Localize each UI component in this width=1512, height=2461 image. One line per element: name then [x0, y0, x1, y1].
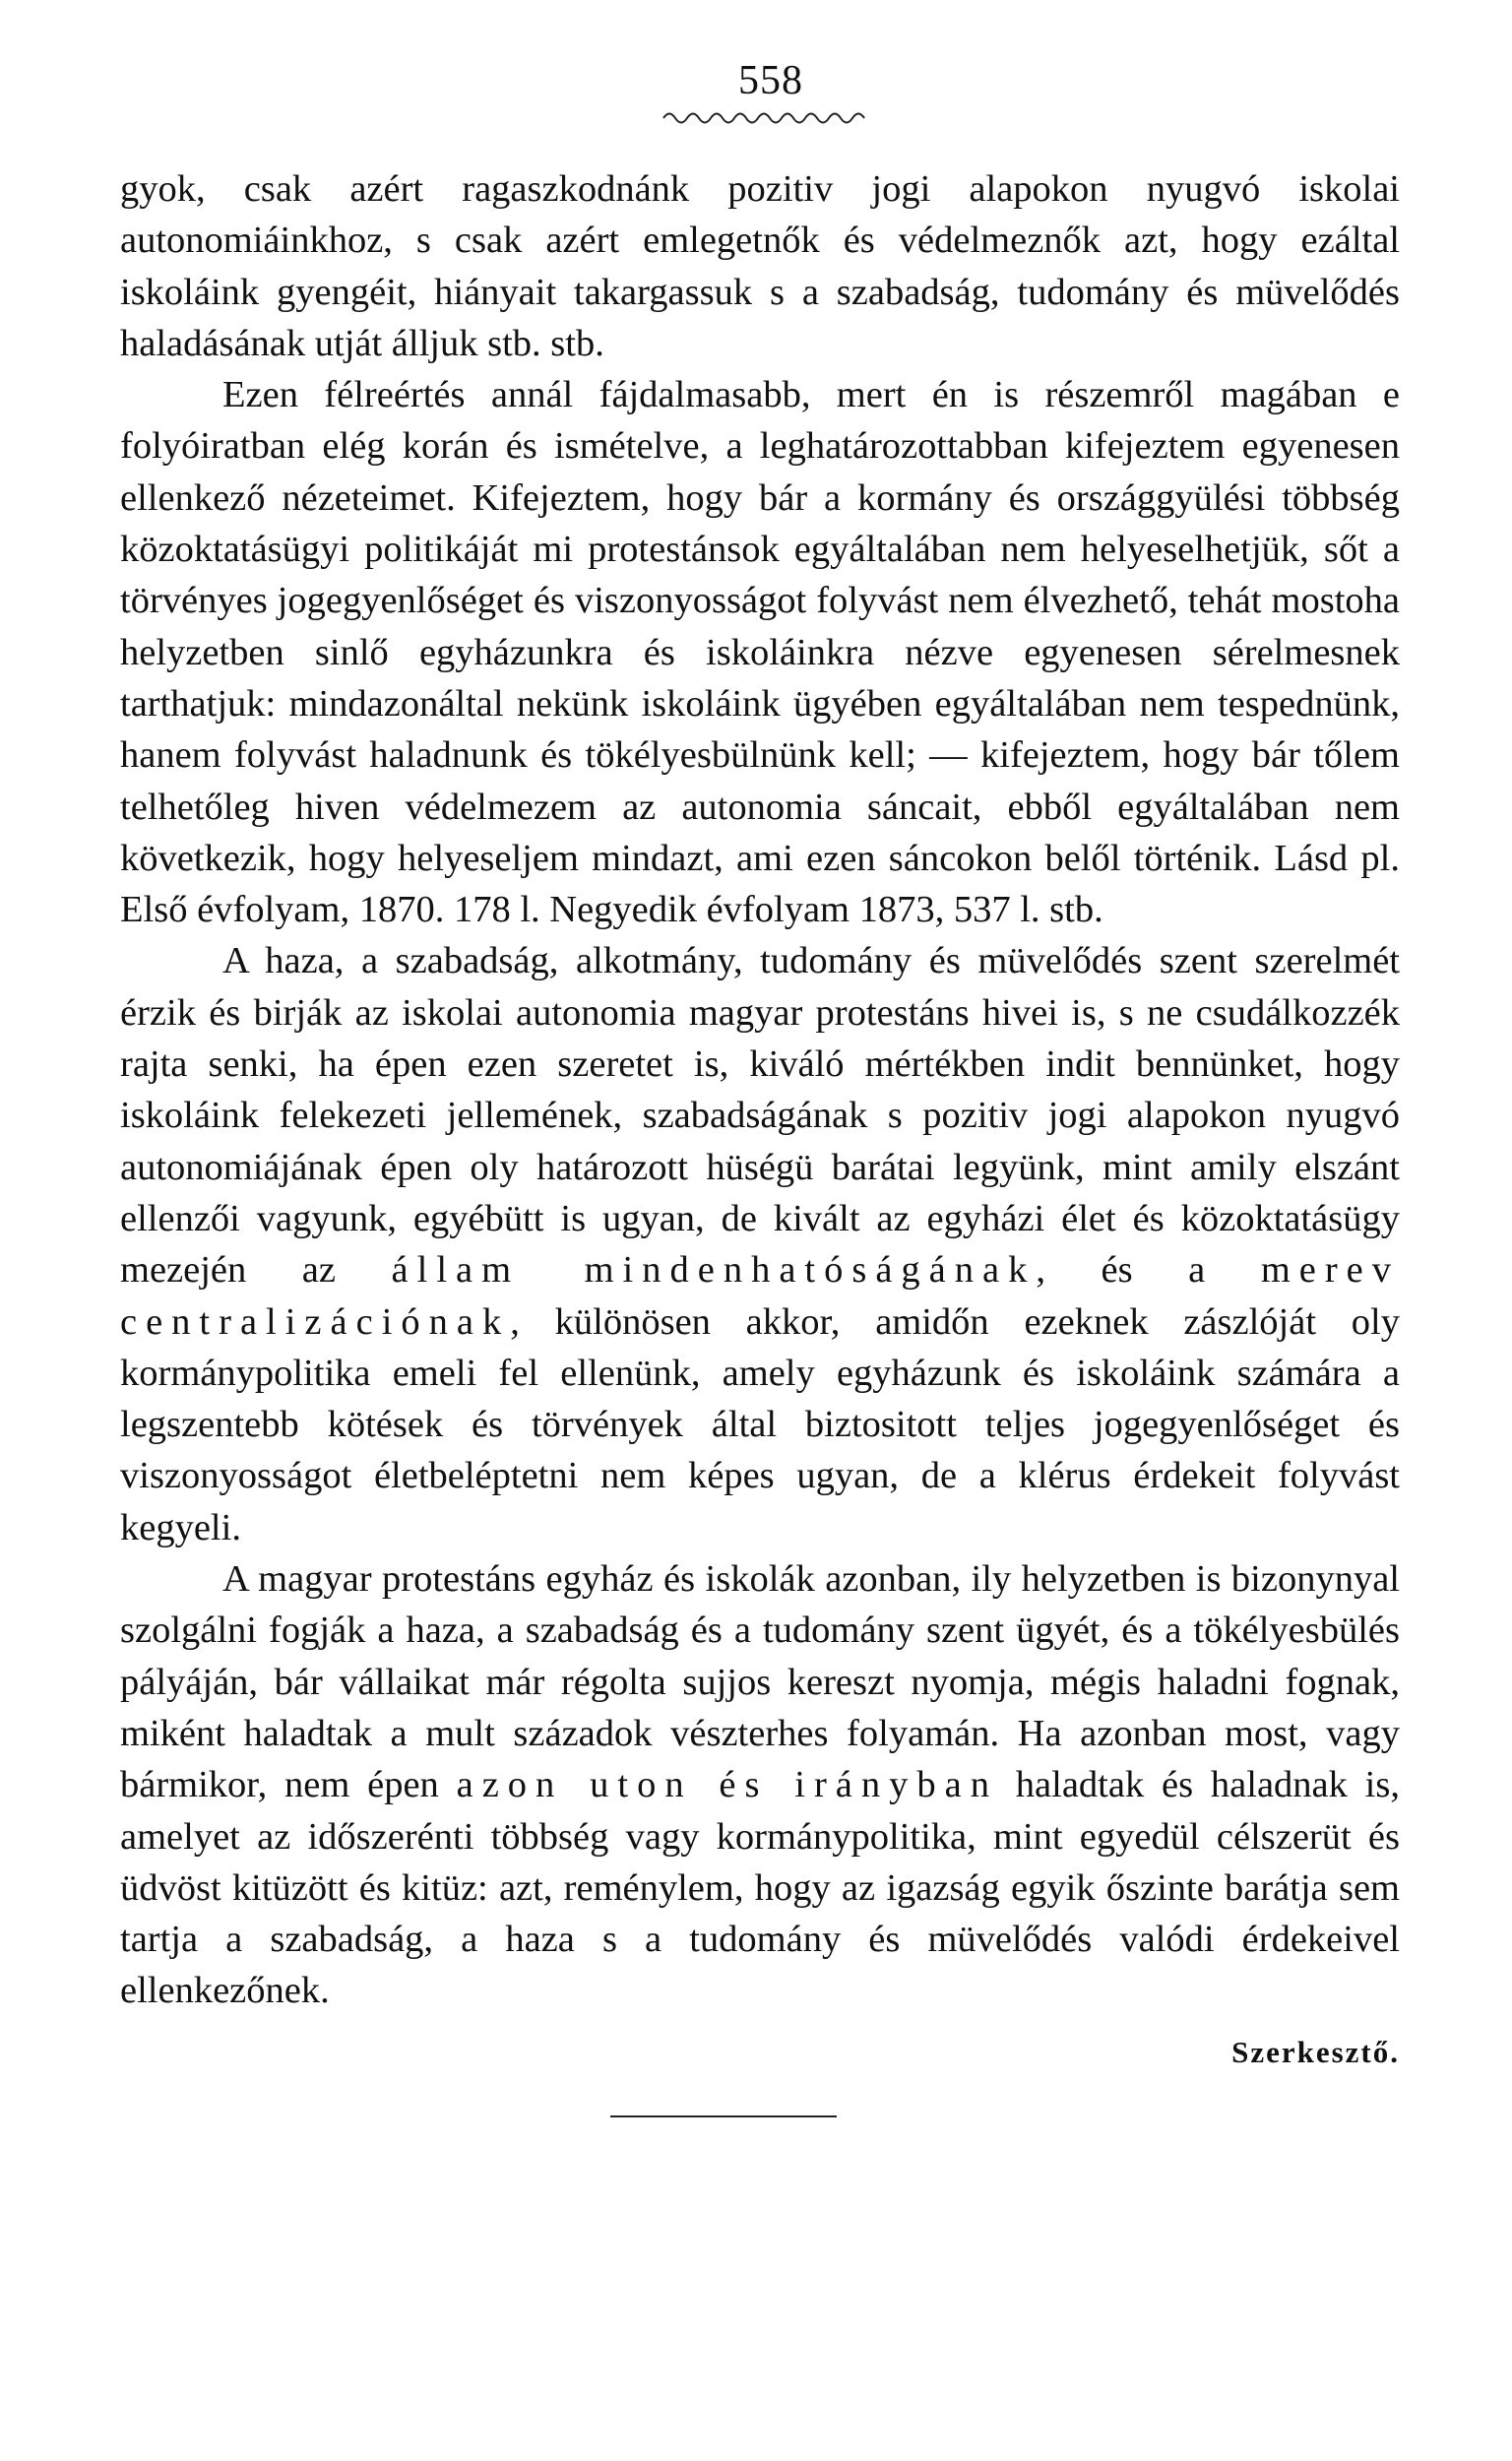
paragraph-3-text-c: , különösen akkor, amidőn ezeknek zászlóját oly kormánypolitika emeli fel ellenünk, amely egyházunk és iskoláink számára a legszentebb kötések és törvények által biztositott teljes jogegyenlőséget és viszonyosságot életbeléptetni nem képes ugyan, de a klérus érdekeit folyvást kegyeli.	[120, 1300, 1400, 1548]
paragraph-2-text: Ezen félreértés annál fájdalmasabb, mert én is részemről magában e folyóiratban elég korán és ismételve, a leghatározottabban kifejeztem egyenesen ellenkező nézeteimet. Kifejeztem, hogy bár a kormány és országgyülési többség közoktatásügyi politikáját mi protestánsok egyáltalában nem helyeselhetjük, sőt a törvényes jogegyenlőséget és viszonyosságot folyvást nem élvezhető, tehát mostoha helyzetben sinlő egyházunkra és iskoláinkra nézve egyenesen sérelmesnek tarthatjuk: mindazonáltal nekünk iskoláink ügyében egyáltalában nem tespednünk, hanem folyvást haladnunk és tökélyesbülnünk kell; — kifejeztem, hogy bár tőlem telhetőleg hiven védelmezem az autonomia sáncait, ebből egyáltalában nem következik, hogy helyeseljem mindazt, ami ezen sáncokon belől történik. Lásd pl. Első évfolyam, 1870. 178 l. Negyedik évfolyam 1873, 537 l. stb.	[120, 374, 1400, 931]
paragraph-4-text-b: haladtak és haladnak is, amelyet az időszerénti többség vagy kormánypolitika, mint egyedül célszerüt és üdvöst kitüzött és kitüz: azt, reménylem, hogy az igazság egyik őszinte barátja sem tartja a szabadság, a haza s a tudomány és müvelődés valódi érdekeivel ellenkezőnek.	[120, 1764, 1400, 2012]
article-body	[120, 163, 1400, 2017]
page-number: 558	[738, 58, 803, 103]
wavy-ornament-rule	[662, 106, 868, 128]
end-rule	[610, 2115, 837, 2117]
paragraph-3-text-b: , és a	[1036, 1249, 1261, 1292]
paragraph-1	[120, 163, 1400, 369]
signature: Szerkesztő.	[1231, 2035, 1400, 2069]
paragraph-3	[120, 935, 1400, 1553]
paragraph-3-emphasis-allam: állam mindenhatóságának	[391, 1249, 1037, 1292]
paragraph-3-text-a: A haza, a szabadság, alkotmány, tudomány és müvelődés szent szerelmét érzik és birják az iskolai autonomia magyar protestáns hivei is, s ne csudálkozzék rajta senki, ha épen ezen szeretet is, kiváló mértékben indit bennünket, hogy iskoláink felekezeti jellemének, szabadságának s pozitiv jogi alapokon nyugvó autonomiájának épen oly határozott hüségü barátai legyünk, mint amily elszánt ellenzői vagyunk, egyébütt is ugyan, de kivált az egyházi élet és közoktatásügy mezején az	[120, 940, 1400, 1292]
paragraph-4	[120, 1553, 1400, 2017]
paragraph-2	[120, 369, 1400, 935]
paragraph-1-text: gyok, csak azért ragaszkodnánk pozitiv jogi alapokon nyugvó iskolai autonomiáinkhoz, s csak azért emlegetnők és védelmeznők azt, hogy ezáltal iskoláink gyengéit, hiányait takargassuk s a szabadság, tudomány és müvelődés haladásának utját álljuk stb. stb.	[120, 168, 1400, 364]
paragraph-4-text-a: A magyar protestáns egyház és iskolák azonban, ily helyzetben is bizonynyal szolgálni fogják a haza, a szabadság és a tudomány szent ügyét, és a tökélyesbülés pályáján, bár vállaikat már régolta sujjos kereszt nyomja, mégis haladni fognak, miként haladtak a mult századok vészterhes folyamán. Ha azonban most, vagy bármikor, nem épen	[120, 1558, 1400, 1806]
paragraph-3-emphasis-centralizacio: merev centralizációnak	[120, 1249, 1401, 1343]
paragraph-4-emphasis-azon-uton: azon uton és irányban	[456, 1764, 998, 1806]
